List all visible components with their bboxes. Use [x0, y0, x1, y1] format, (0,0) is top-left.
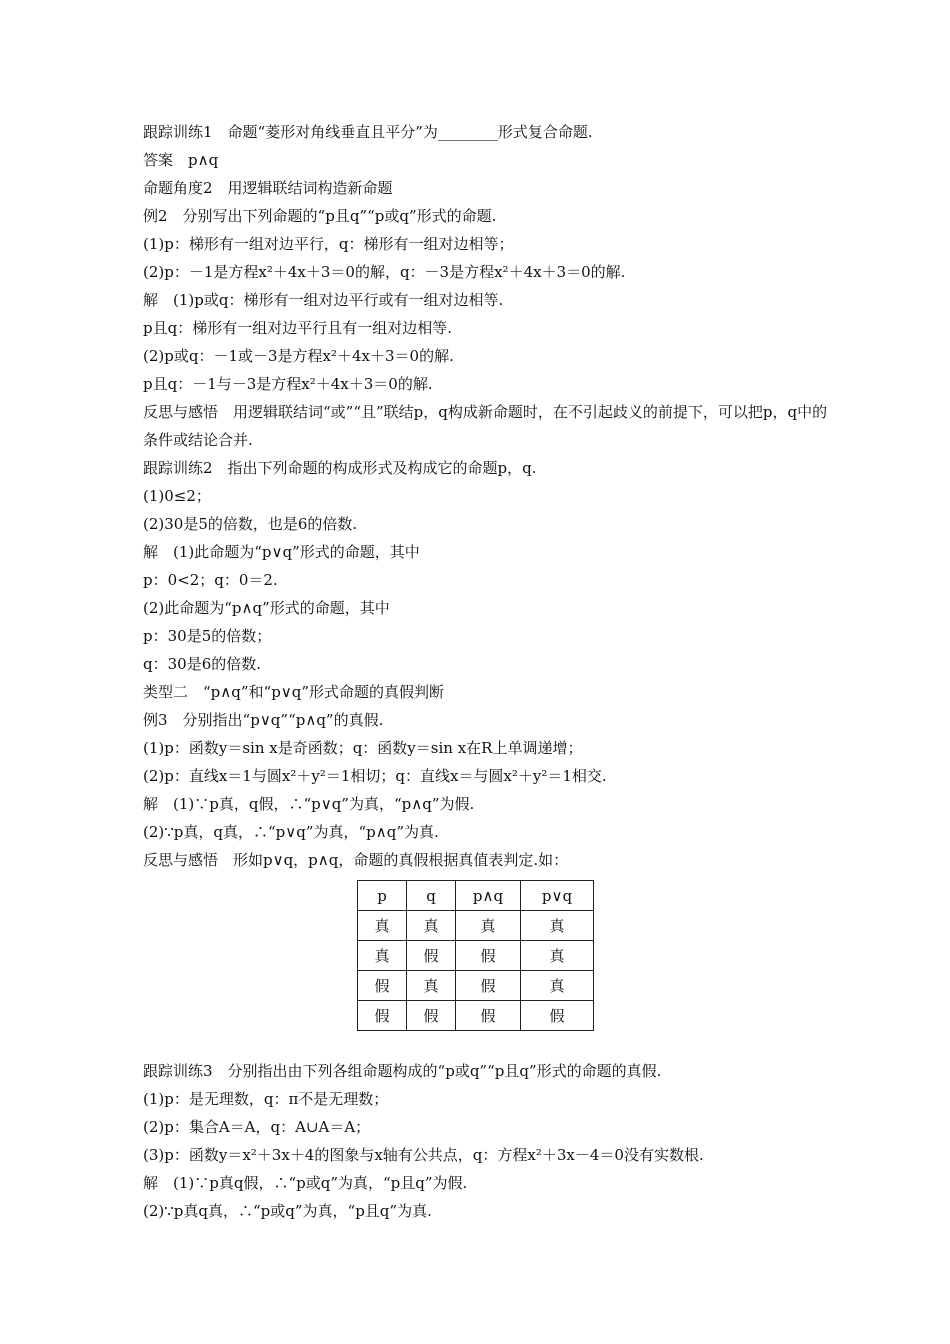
text-line: (1)p：梯形有一组对边平行，q：梯形有一组对边相等；	[143, 235, 514, 253]
text-line: p：0<2；q：0＝2.	[143, 571, 278, 589]
section-example-3	[143, 454, 833, 874]
table-row	[358, 971, 594, 1001]
text-line: 答案 p∧q	[143, 151, 219, 169]
table-cell: 假	[358, 971, 407, 1001]
text-line: (2)p或q：－1或－3是方程x²＋4x＋3＝0的解.	[143, 347, 454, 365]
text-line: 解 (1)∵p真q假，∴“p或q”为真，“p且q”为假.	[143, 1174, 468, 1192]
text-line: (2)p：集合A＝A，q：A∪A＝A；	[143, 1118, 371, 1136]
section-exercise-3	[143, 1057, 833, 1225]
table-cell: 假	[521, 1001, 594, 1031]
text-line: 反思与感悟 形如p∨q，p∧q，命题的真假根据真值表判定.如：	[143, 851, 569, 869]
truth-table-container	[357, 880, 833, 1031]
table-cell: 假	[456, 971, 521, 1001]
text-line: (3)p：函数y＝x²＋3x＋4的图象与x轴有公共点，q：方程x²＋3x－4＝0没有实数根.	[143, 1146, 704, 1164]
table-row	[358, 911, 594, 941]
table-cell: 假	[456, 941, 521, 971]
text-line: 解 (1)此命题为“p∨q”形式的命题，其中	[143, 543, 420, 561]
table-cell: 假	[407, 941, 456, 971]
table-header-cell: p∧q	[456, 881, 521, 911]
table-row	[358, 1001, 594, 1031]
text-line: 解 (1)p或q：梯形有一组对边平行或有一组对边相等.	[143, 291, 504, 309]
truth-table	[357, 880, 594, 1031]
text-line: (1)0≤2；	[143, 487, 211, 505]
table-cell: 真	[407, 911, 456, 941]
text-line: 跟踪训练1 命题“菱形对角线垂直且平分”为________形式复合命题.	[143, 123, 593, 141]
text-line: (2)30是5的倍数，也是6的倍数.	[143, 515, 358, 533]
text-line: (2)p：－1是方程x²＋4x＋3＝0的解，q：－3是方程x²＋4x＋3＝0的解.	[143, 263, 626, 281]
text-line: 解 (1)∵p真，q假，∴“p∨q”为真，“p∧q”为假.	[143, 795, 475, 813]
text-line: (1)p：函数y＝sin x是奇函数；q：函数y＝sin x在R上单调递增；	[143, 739, 583, 757]
table-cell: 真	[358, 941, 407, 971]
text-line: p：30是5的倍数；	[143, 627, 272, 645]
table-cell: 真	[456, 911, 521, 941]
text-line: 类型二 “p∧q”和“p∨q”形式命题的真假判断	[143, 683, 445, 701]
text-line: 例2 分别写出下列命题的“p且q”“p或q”形式的命题.	[143, 207, 497, 225]
table-cell: 假	[407, 1001, 456, 1031]
text-line: 跟踪训练3 分别指出由下列各组命题构成的“p或q”“p且q”形式的命题的真假.	[143, 1062, 662, 1080]
table-cell: 假	[456, 1001, 521, 1031]
text-line: (2)∵p真q真，∴“p或q”为真，“p且q”为真.	[143, 1202, 432, 1220]
table-cell: 真	[358, 911, 407, 941]
table-cell: 假	[358, 1001, 407, 1031]
text-line: (2)∵p真，q真，∴“p∨q”为真，“p∧q”为真.	[143, 823, 439, 841]
table-cell: 真	[521, 911, 594, 941]
section-example-2	[143, 118, 833, 398]
table-header-row	[358, 881, 594, 911]
table-cell: 真	[521, 971, 594, 1001]
text-line: 例3 分别指出“p∨q”“p∧q”的真假.	[143, 711, 384, 729]
text-line: (2)此命题为“p∧q”形式的命题，其中	[143, 599, 390, 617]
text-line: q：30是6的倍数.	[143, 655, 262, 673]
text-line: p且q：梯形有一组对边平行且有一组对边相等.	[143, 319, 452, 337]
table-header-cell: p	[358, 881, 407, 911]
reflection-paragraph-1: 反思与感悟 用逻辑联结词“或”“且”联结p，q构成新命题时，在不引起歧义的前提下，可以把p，q中的条件或结论合并.	[143, 403, 828, 449]
table-header-cell: q	[407, 881, 456, 911]
table-row	[358, 941, 594, 971]
table-header-cell: p∨q	[521, 881, 594, 911]
document-page	[143, 118, 833, 1225]
table-cell: 真	[407, 971, 456, 1001]
table-cell: 真	[521, 941, 594, 971]
text-line: (2)p：直线x＝1与圆x²＋y²＝1相切；q：直线x＝与圆x²＋y²＝1相交.	[143, 767, 607, 785]
text-line: (1)p：是无理数，q：π不是无理数；	[143, 1090, 389, 1108]
text-line: 跟踪训练2 指出下列命题的构成形式及构成它的命题p，q.	[143, 459, 537, 477]
text-line: p且q：－1与－3是方程x²＋4x＋3＝0的解.	[143, 375, 433, 393]
text-line: 命题角度2 用逻辑联结词构造新命题	[143, 179, 393, 197]
